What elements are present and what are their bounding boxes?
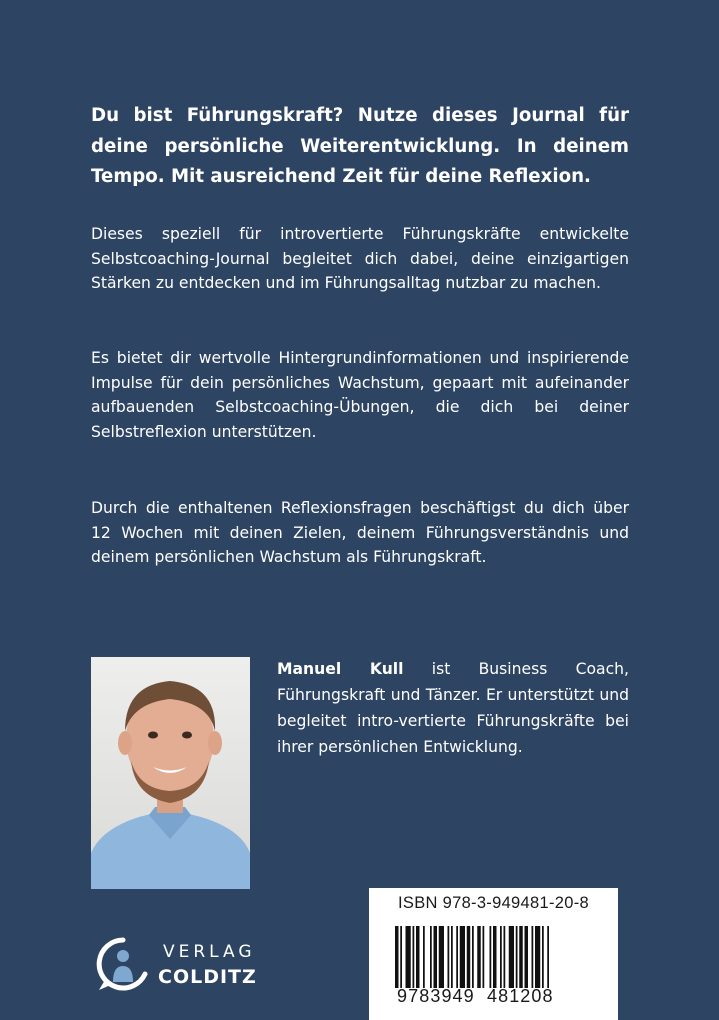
speech-bubble-icon — [93, 934, 153, 994]
isbn-label: ISBN 978-3-949481-20-8 — [398, 894, 589, 912]
paragraph-2: Es bietet dir wertvolle Hintergrundinformationen und inspirierende Impulse für dein persönliches Wachstum, gepaart mit aufeinander aufbauenden Selbstcoaching-Übungen, die dich bei deiner Selbstreflexion unterstützen. — [91, 349, 629, 441]
publisher-line-1: VERLAG — [163, 942, 256, 962]
author-bio-text: ist Business Coach, Führungskraft und Tänzer. Er unterstützt und begleitet intro-vertierte Führungskräfte bei ihrer persönlichen Entwicklung. — [277, 660, 629, 756]
author-photo — [91, 657, 250, 889]
publisher-line-2: COLDITZ — [158, 966, 257, 988]
paragraph-3: Durch die enthaltenen Reflexionsfragen beschäftigst du dich über 12 Wochen mit deinen Zielen, deinem Führungsverständnis und deinem persönlichen Wachstum als Führungskraft. — [91, 499, 629, 567]
barcode-digits: 9783949 481208 — [397, 986, 554, 1006]
barcode-bars — [395, 926, 600, 988]
paragraph-1: Dieses speziell für introvertierte Führungskräfte entwickelte Selbstcoaching-Journal begleitet dich dabei, deine einzigartigen Stärken zu entdecken und im Führungsalltag nutzbar zu machen. — [91, 225, 629, 293]
barcode-box — [369, 888, 618, 1020]
author-bio — [277, 656, 629, 760]
lead-text: Du bist Führungskraft? Nutze dieses Journal für deine persönliche Weiterentwicklung. In deinem Tempo. Mit ausreichend Zeit für deine Reflexion. — [91, 105, 629, 187]
publisher-logo — [93, 934, 273, 994]
author-name: Manuel Kull — [277, 660, 404, 678]
